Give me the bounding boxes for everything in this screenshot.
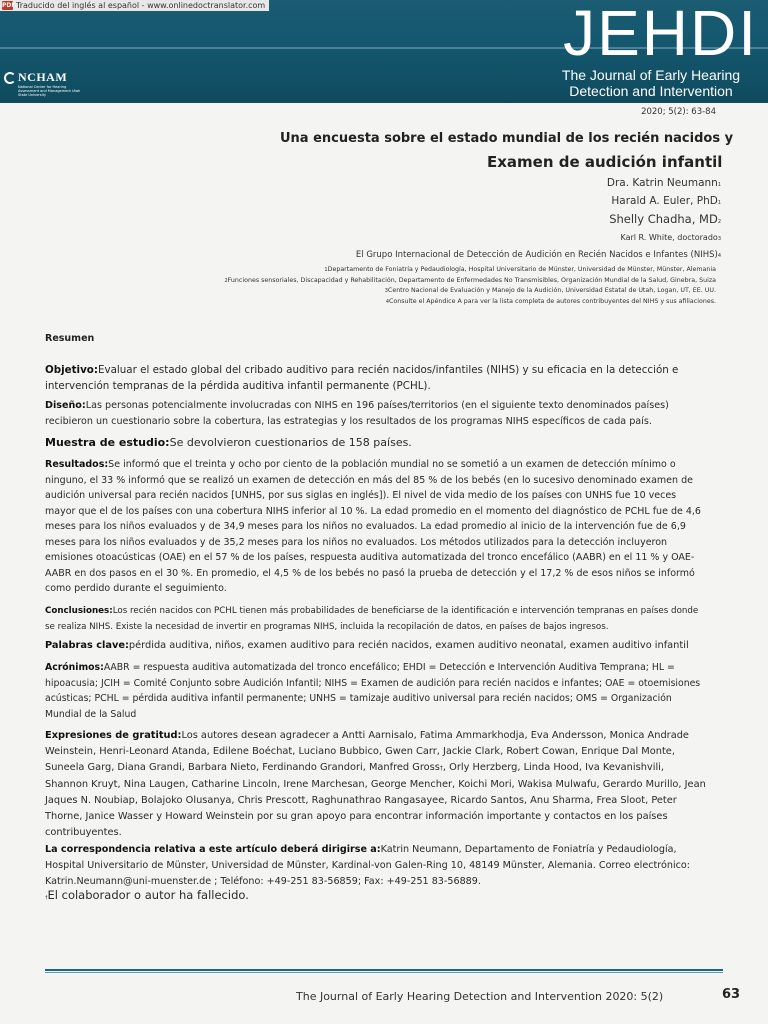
translate-icon: PDF: [2, 2, 16, 9]
footer-journal: The Journal of Early Hearing Detection and Intervention 2020: 5(2): [296, 990, 664, 1003]
abstract-heading: Resumen: [45, 333, 95, 344]
affiliation: 2Funciones sensoriales, Discapacidad y Rehabilitación, Departamento de Enfermedades No Transmisibles, Organización Mundial de la Salud, Ginebra, Suiza: [224, 276, 716, 284]
keywords: Palabras clave:pérdida auditiva, niños, examen auditivo para recién nacidos, examen auditivo neonatal, examen auditivo infantil: [45, 640, 689, 651]
affiliation: 4Consulte el Apéndice A para ver la lista completa de autores contribuyentes del NIHS y sus afiliaciones.: [385, 297, 716, 305]
deceased-note: †El colaborador o autor ha fallecido.: [45, 888, 249, 902]
journal-name-line1: The Journal of Early Hearing: [561, 67, 741, 83]
author-group: El Grupo Internacional de Detección de Audición en Recién Nacidos e Infantes (NIHS)4: [355, 250, 721, 260]
author: Dra. Katrin Neumann1: [606, 177, 721, 189]
affiliation: 1Departamento de Foniatría y Pedaudiología, Hospital Universitario de Münster, Universidad de Münster, Münster, Alemania: [324, 266, 716, 273]
abstract-results: Resultados:Se informó que el treinta y ocho por ciento de la población mundial no se sometió a un examen de detección mínimo o ninguno, el 33 % informó que se realizó un examen de detección en más del 85 % de los bebés (en lo sucesivo denominado examen de audición universal para recién nacidos [UNHS, por sus siglas en inglés]). El nivel de vida medio de los países con UNHS fue 10 veces mayor que el de los países con una cobertura NIHS inferior al 10 %. La edad promedio en el momento del diagnóstico de PCHL fue de 4,6 meses para los niños evaluados y de 34,9 meses para los niños no evaluados. La edad promedio al inicio de la intervención fue de 6,9 meses para los niños evaluados y de 35,2 meses para los niños no evaluados. Los métodos utilizados para la detección incluyeron emisiones otoacústicas (OAE) en el 57 % de los países, respuesta auditiva automatizada del tronco encefálico (AABR) en el 11 % y OAE-AABR en dos pasos en el 30 %. En promedio, el 4,5 % de los bebés no pasó la prueba de detección y el 17,2 % de esos niños se informó como perdido durante el seguimiento.: [45, 459, 701, 594]
affiliation: 3Centro Nacional de Evaluación y Manejo de la Audición, Universidad Estatal de Utah, Logan, UT, EE. UU.: [384, 287, 716, 294]
affiliations: [224, 265, 716, 307]
journal-name-line2: Detection and Intervention: [569, 83, 733, 99]
ncham-swirl-icon: [4, 72, 16, 84]
journal-name: [546, 67, 756, 99]
author: Harald A. Euler, PhD1: [611, 195, 721, 207]
jehdi-logo: JEHDI: [563, 0, 758, 69]
article-title-line1: Una encuesta sobre el estado mundial de los recién nacidos y: [280, 131, 734, 146]
author: Karl R. White, doctorado3: [620, 233, 721, 242]
abstract-objective: Objetivo:Evaluar el estado global del cribado auditivo para recién nacidos/infantiles (NIHS) y su eficacia en la detección e intervención tempranas de la pérdida auditiva infantil permanente (PCHL).: [45, 364, 679, 392]
acknowledgements: Expresiones de gratitud:Los autores desean agradecer a Antti Aarnisalo, Fatima Ammarkhodja, Eva Andersson, Monica Andrade Weinstein, Henri-Leonard Atanda, Edilene Boéchat, Luciano Bubbico, Gwen Carr, Jackie Clark, Robert Cowan, Enrique Dal Monte, Suneela Garg, Diana Grandi, Barbara Nieto, Ferdinando Grandori, Manfred Gross†, Orly Herzberg, Linda Hood, Iva Kevanishvili, Shannon Kruyt, Nina Laugen, Catharine Lincoln, Irene Marchesan, George Mencher, Koichi Mori, Wakisa Mulwafu, Gerardo Murillo, Jean Jaques N. Noubiap, Bolajoko Olusanya, Chris Prescott, Raghunathrao Rangasayee, Ricardo Santos, Anu Sharma, Frea Sloot, Peter Thorne, Janice Wasser y Howard Weinstein por su gran apoyo para encontrar información importante y contactos en los países contribuyentes.: [45, 730, 706, 838]
journal-banner: [0, 0, 768, 103]
acronyms: Acrónimos:AABR = respuesta auditiva automatizada del tronco encefálico; EHDI = Detección e Intervención Auditiva Temprana; HL = hipoacusia; JCIH = Comité Conjunto sobre Audición Infantil; NIHS = Examen de audición para recién nacidos e infantes; OAE = otoemisiones acústicas; PCHL = pérdida auditiva infantil permanente; UNHS = tamizaje auditivo universal para recién nacidos; OMS = Organización Mundial de la Salud: [45, 662, 701, 720]
correspondence: La correspondencia relativa a este artículo deberá dirigirse a:Katrin Neumann, Departamento de Foniatría y Pedaudiología, Hospital Universitario de Münster, Universidad de Münster, Kardinal-von Galen-Ring 10, 48149 Münster, Alemania. Correo electrónico: Katrin.Neumann@uni-muenster.de ; Teléfono: +49-251 83-56859; Fax: +49-251 83-56889.: [45, 844, 690, 887]
footer-divider: [45, 969, 723, 973]
abstract-design: Diseño:Las personas potencialmente involucradas con NIHS en 196 países/territorios (en el siguiente texto denominados países) recibieron un cuestionario sobre la cobertura, las estrategias y los resultados de los programas NIHS específicos de cada país.: [45, 400, 669, 427]
translator-note-text: Traducido del inglés al español - www.onlinedoctranslator.com: [16, 1, 266, 10]
ncham-name: NCHAM: [18, 70, 68, 84]
article-title-line2: Examen de audición infantil: [487, 153, 723, 171]
ncham-logo: [4, 70, 88, 97]
author-list: [356, 175, 721, 264]
author: Shelly Chadha, MD2: [609, 212, 721, 226]
translator-note[interactable]: [0, 0, 269, 11]
citation: 2020; 5(2): 63-84: [641, 107, 716, 117]
page-number: 63: [722, 987, 741, 1002]
abstract-sample: Muestra de estudio:Se devolvieron cuestionarios de 158 países.: [45, 436, 412, 449]
ncham-subtitle: National Center for Hearing Assessment and Management Utah State University: [18, 85, 81, 97]
abstract-conclusions: Conclusiones:Los recién nacidos con PCHL tienen más probabilidades de beneficiarse de la identificación e intervención tempranas en países donde se realiza NIHS. Existe la necesidad de invertir en programas NIHS, incluida la recopilación de datos, en países de bajos ingresos.: [45, 606, 699, 632]
